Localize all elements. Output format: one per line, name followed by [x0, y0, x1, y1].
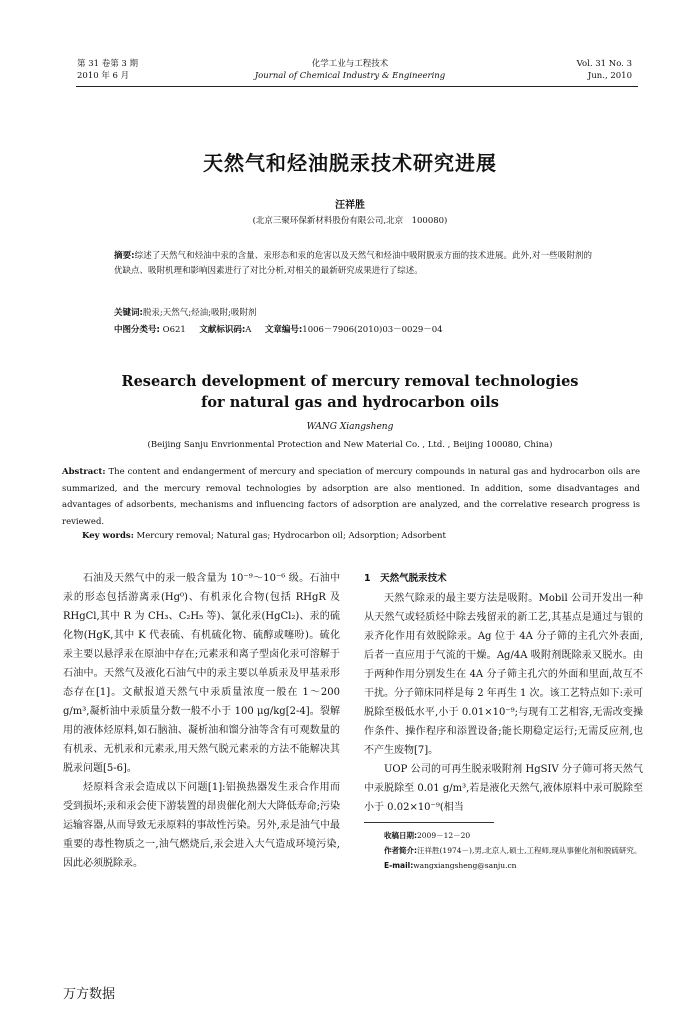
abstract-cn-text: 综述了天然气和烃油中汞的含量、汞形态和汞的危害以及天然气和烃油中吸附脱汞方面的技术进展。此外,对一些吸附剂的优缺点、吸附机理和影响因素进行了对比分析,对相关的最新研究成果进行了综述。 [114, 251, 592, 276]
author-bio [384, 843, 646, 858]
body-paragraph: 石油及天然气中的汞一般含量为 10⁻⁹～10⁻⁶ 级。石油中汞的形态包括游离汞(Hg⁰)、有机汞化合物(包括 RHgR 及 RHgCl,其中 R 为 CH₃、C₂H₅ 等)、氯化汞(HgCl₂)、汞的硫化物(HgK,其中 K 代表硫、有机硫化物、硫醇或噻吩)。硫化汞主要以悬浮汞在原油中存在;元素汞和离子型卤化汞可溶解于石油中。天然气及液化石油气中的汞主要以单质汞及甲基汞形态存在[1]。文献报道天然气中汞质量浓度一般在 1～200 g/m³,凝析油中汞质量分数一般不小于 100 μg/kg[2-4]。裂解用的液体烃原料,如石脑油、凝析油和馏分油等含有可观数量的有机汞、无机汞和元素汞,用天然气脱元素汞的方法不能解决其脱汞问题[5-6]。 [63, 573, 340, 774]
volume-en: Vol. 31 No. 3 [576, 59, 632, 69]
email-label: E-mail: [384, 861, 414, 870]
title-en-line1: Research development of mercury removal technologies [121, 373, 579, 390]
doc-code-label: 文献标识码: [199, 325, 246, 335]
issue-info-en [577, 58, 632, 82]
abstract-en-text: The content and endangerment of mercury and speciation of mercury compounds in natural gas and hydrocarbon oils are summarized, and the mercury removal technologies by adsorption are also mentioned. In addition, some disadvantages and advantages of adsorbents, mechanisms and influencing factors of adsorption are analyzed, and the correlative research progress is reviewed. [62, 467, 640, 527]
footnote-rule [364, 822, 494, 823]
body-paragraph: 烃原料含汞会造成以下问题[1]:铝换热器发生汞合作用而受到损坏;汞和汞会使下游装置的昂贵催化剂大大降低寿命;污染运输容器,从而导致无汞原料的事故性污染。另外,汞是油气中最重要的毒性物质之一,油气燃烧后,汞会进入大气造成环境污染,因此必须脱除汞。 [63, 782, 340, 869]
abstract-en-label: Abstract: [62, 467, 106, 477]
section-heading: 1 天然气脱汞技术 [364, 573, 447, 584]
received-date [384, 828, 646, 843]
keywords-en-label: Key words: [82, 531, 134, 541]
footnotes [384, 828, 646, 873]
abstract-cn-label: 摘要: [114, 251, 135, 261]
author-en: WANG Xiangsheng [306, 422, 394, 432]
affiliation-cn: (北京三聚环保新材料股份有限公司,北京 100080) [252, 216, 448, 226]
date-en: Jun., 2010 [587, 71, 632, 81]
body-paragraph: 天然气除汞的最主要方法是吸附。Mobil 公司开发出一种从天然气或轻质烃中除去残留汞的新工艺,其基点是通过与银的汞齐化作用有效脱除汞。Ag 位于 4A 分子筛的主孔穴外表面,后者一直应用于气流的干燥。Ag/4A 吸附剂既除汞又脱水。由于两种作用分别发生在 4A 分子筛主孔穴的外面和里面,故互不干扰。分子筛床同样是每 2 年再生 1 次。该工艺特点如下:汞可脱除至极低水平,小于 0.01×10⁻⁹;与现有工艺相容,无需改变操作条件、操作程序和添置设备;能长期稳定运行;无需反应剂,也不产生废物[7]。 [364, 593, 643, 756]
body-column-left [63, 569, 340, 873]
email-line [384, 858, 646, 873]
keywords-cn-text: 脱汞;天然气;烃油;吸附;吸附剂 [142, 308, 257, 318]
article-no-value: 1006－7906(2010)03－0029－04 [302, 325, 443, 335]
clc-value: O621 [162, 325, 186, 335]
body-paragraph: UOP 公司的可再生脱汞吸附剂 HgSIV 分子筛可将天然气中汞脱除至 0.01 g/m³,若是液化天然气,液体原料中汞可脱除至小于 0.02×10⁻⁹(相当 [364, 764, 643, 813]
page-title-en [0, 371, 700, 413]
author-cn: 汪祥胜 [335, 200, 365, 211]
keywords-en-text: Mercury removal; Natural gas; Hydrocarbon oil; Adsorption; Adsorbent [133, 531, 446, 541]
watermark: 万方数据 [63, 987, 116, 1002]
body-column-right [364, 569, 643, 817]
classification-line [114, 323, 592, 337]
bio-text: 汪祥胜(1974－),男,北京人,硕士,工程师,现从事催化剂和脱硫研究。 [417, 846, 642, 855]
journal-name-en: Journal of Chemical Industry & Engineering [254, 71, 446, 81]
received-label: 收稿日期: [384, 831, 417, 840]
keywords-en [82, 531, 642, 541]
doc-code-value: A [245, 325, 252, 335]
article-no-label: 文章编号: [264, 325, 303, 335]
abstract-en [62, 464, 640, 530]
received-value: 2009－12－20 [417, 831, 471, 840]
volume-cn: 第 31 卷第 3 期 [77, 59, 139, 69]
abstract-cn [114, 249, 592, 279]
journal-name-cn: 化学工业与工程技术 [311, 59, 389, 69]
header-rule [76, 86, 638, 87]
email-value: wangxiangsheng@sanju.cn [413, 861, 517, 870]
date-cn: 2010 年 6 月 [77, 71, 130, 81]
page-title-cn: 天然气和烃油脱汞技术研究进展 [203, 151, 497, 175]
bio-label: 作者简介: [384, 846, 417, 855]
title-en-line2: for natural gas and hydrocarbon oils [201, 394, 499, 411]
clc-label: 中图分类号: [114, 325, 160, 335]
keywords-cn [114, 306, 592, 320]
affiliation-en: (Beijing Sanju Envrionmental Protection and New Material Co. , Ltd. , Beijing 100080, China) [147, 440, 553, 450]
keywords-cn-label: 关键词: [114, 308, 143, 318]
